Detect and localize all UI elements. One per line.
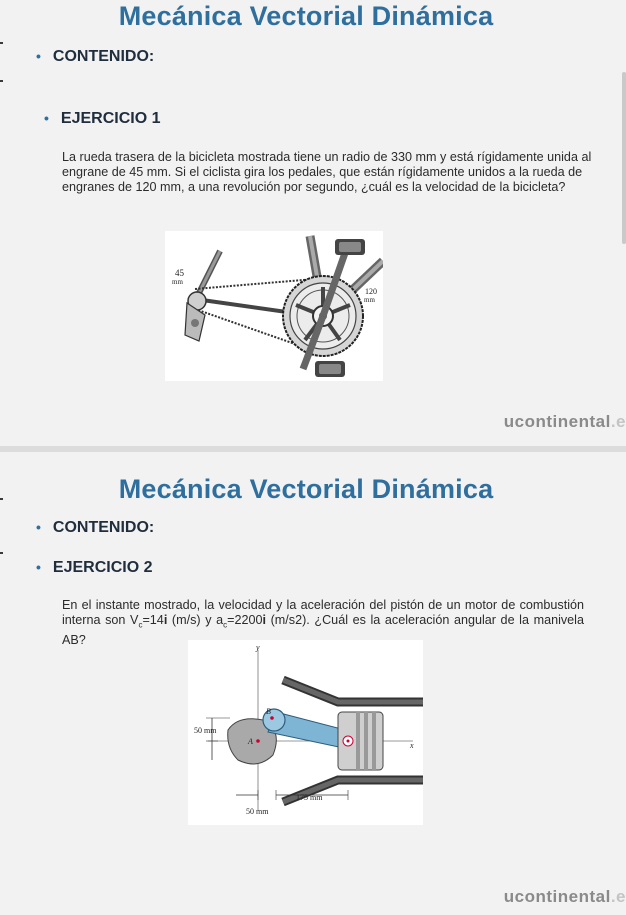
contenido-label: CONTENIDO:	[52, 519, 155, 536]
scrollbar-thumb[interactable]	[622, 72, 626, 244]
slide-1	[0, 0, 626, 446]
x-axis-label: x	[410, 741, 414, 750]
edge-mark	[0, 42, 3, 44]
ejercicio-label: EJERCICIO 1	[60, 110, 161, 127]
bullet-icon: •	[36, 519, 41, 535]
dim-50-bottom: 50 mm	[246, 807, 269, 816]
brand-name: ucontinental	[503, 887, 611, 906]
label-45: 45	[175, 268, 184, 278]
contenido-label: CONTENIDO:	[52, 48, 155, 65]
bicycle-drivetrain-illustration	[165, 231, 383, 381]
edge-mark	[0, 552, 3, 554]
ejercicio-heading	[44, 110, 161, 128]
edge-mark	[0, 80, 3, 82]
label-120-unit: mm	[364, 296, 375, 304]
brand-tail: .e	[610, 412, 626, 431]
contenido-heading	[36, 48, 154, 66]
contenido-heading	[36, 519, 154, 537]
brand-tail: .e	[610, 887, 626, 906]
ejercicio-heading	[36, 559, 153, 577]
point-b-label: B	[266, 707, 271, 716]
brand-name: ucontinental	[503, 412, 611, 431]
exercise-text: En el instante mostrado, la velocidad y la aceleración del pistón de un motor de combustión interna son $V_c=14i$ (m/s) y $a_c=2200i$ (m/s2). ¿Cuál es la aceleración angular de la manivela AB?	[62, 598, 584, 647]
slide-2	[0, 452, 626, 915]
brand-watermark	[504, 412, 626, 432]
bullet-icon: •	[44, 110, 49, 126]
slide-title: Mecánica Vectorial Dinámica	[118, 474, 494, 504]
y-axis-label: y	[256, 643, 260, 652]
dim-50-left: 50 mm	[194, 726, 217, 735]
slide-title: Mecánica Vectorial Dinámica	[118, 1, 494, 31]
bicycle-figure	[165, 231, 383, 381]
label-120: 120	[365, 287, 377, 296]
exercise-text: La rueda trasera de la bicicleta mostrada tiene un radio de 330 mm y está rígidamente unida al engrane de 45 mm. Si el ciclista gira los pedales, que están rígidamente unidos a la rueda de engranes de 120 mm, a una revolución por segundo, ¿cuál es la velocidad de la bicicleta?	[62, 150, 592, 195]
brand-watermark	[504, 887, 626, 907]
point-a-label: A	[248, 737, 253, 746]
engine-figure	[188, 640, 423, 825]
dim-175: 175 mm	[296, 793, 323, 802]
label-45-unit: mm	[172, 278, 183, 286]
bullet-icon: •	[36, 559, 41, 575]
ejercicio-label: EJERCICIO 2	[52, 559, 153, 576]
piston-crank-illustration	[188, 640, 423, 825]
bullet-icon: •	[36, 48, 41, 64]
